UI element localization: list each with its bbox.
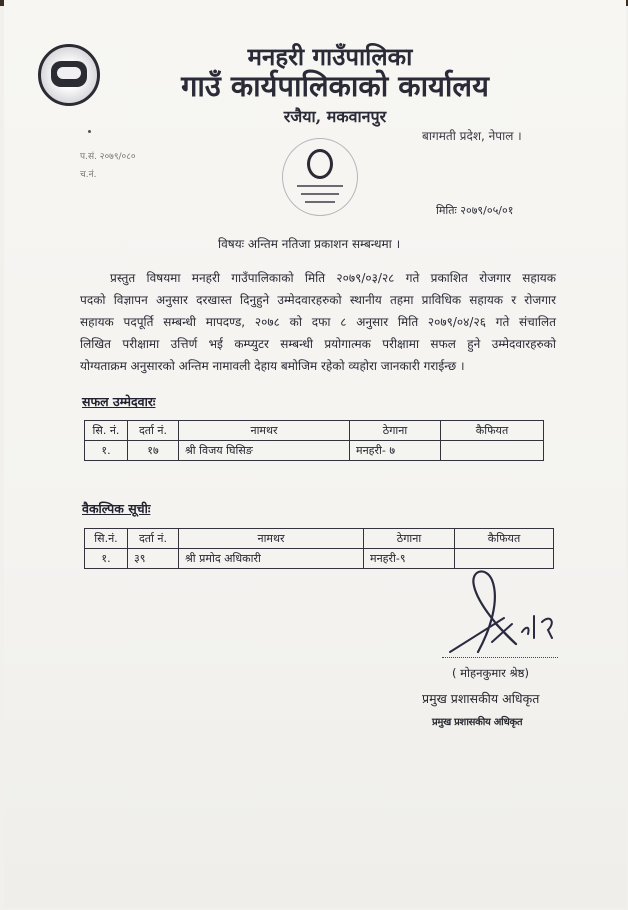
- table-header-row: [85, 529, 554, 549]
- col-remarks: कैफियत: [441, 421, 544, 441]
- handwritten-signature: [430, 560, 580, 660]
- successful-heading: सफल उम्मेदवारः: [82, 394, 156, 409]
- successful-candidates-table: [84, 420, 544, 461]
- cell-serial: १.: [85, 441, 128, 461]
- cell-address: मनहरी- ७: [350, 441, 441, 461]
- col-address: ठेगाना: [364, 529, 455, 549]
- col-name: नामथर: [179, 529, 364, 549]
- patra-sankhya: प.सं. २०७९/०८०: [80, 152, 136, 162]
- body-line: लिखित परीक्षामा उत्तिर्ण भई कम्प्युटर सम्बन्धी प्रयोगात्मक परीक्षामा सफल हुने उम्मेदवारहरुको: [80, 337, 556, 351]
- col-registration: दर्ता नं.: [128, 421, 179, 441]
- body-line: पदको विज्ञापन अनुसार दरखास्त दिनुहुने उम्मेदवारहरुको स्थानीय तहमा प्राविधिक सहायक र रोजगार: [80, 293, 556, 307]
- col-address: ठेगाना: [350, 421, 441, 441]
- reference-numbers: [80, 148, 136, 184]
- designation-stamp: प्रमुख प्रशासकीय अधिकृत: [432, 717, 523, 728]
- signature-line: [442, 657, 558, 658]
- cell-name: श्री विजय घिसिङ: [179, 441, 350, 461]
- signatory-designation: प्रमुख प्रशासकीय अधिकृत: [422, 691, 540, 706]
- municipality-name: मनहरी गाउँपालिका: [247, 42, 413, 71]
- office-address: रजैया, मकवानपुर: [283, 107, 387, 126]
- body-line: योग्यताक्रम अनुसारको अन्तिम नामावली देहाय बमोजिम रहेको व्यहोरा जानकारी गराईन्छ ।: [80, 359, 465, 373]
- col-remarks: कैफियत: [455, 529, 554, 549]
- chalani-number: च.नं.: [80, 170, 97, 180]
- signatory-name: ( मोहनकुमार श्रेष्ठ): [452, 666, 529, 680]
- letter-body: [80, 267, 556, 377]
- col-registration: दर्ता नं.: [128, 529, 179, 549]
- table-row: [85, 441, 544, 461]
- table-header-row: [85, 421, 544, 441]
- letter-date: मितिः २०७९/०५/०१: [436, 204, 514, 217]
- cell-registration: १७: [128, 441, 179, 461]
- ink-dot: [88, 130, 91, 133]
- office-name: गाउँ कार्यपालिकाको कार्यालय: [181, 69, 489, 103]
- cell-remarks: [441, 441, 544, 461]
- col-name: नामथर: [179, 421, 350, 441]
- letter-subject: विषयः अन्तिम नतिजा प्रकाशन सम्बन्धमा ।: [218, 237, 401, 251]
- col-serial: सि. नं.: [85, 421, 128, 441]
- office-seal-icon: [282, 138, 358, 216]
- body-line: सहायक पदपूर्ति सम्बन्धी मापदण्ड, २०७८ को दफा ८ अनुसार मिति २०७९/०४/२६ गते संचालित: [80, 315, 556, 329]
- col-serial: सि.नं.: [85, 529, 128, 549]
- cell-serial: १.: [85, 549, 128, 569]
- alternate-heading: वैकल्पिक सूचीः: [82, 501, 151, 516]
- body-line: प्रस्तुत विषयमा मनहरी गाउँपालिकाको मिति २०७९/०३/२८ गते प्रकाशित रोजगार सहायक: [110, 271, 556, 285]
- cell-address: मनहरी-९: [364, 549, 455, 569]
- cell-name: श्री प्रमोद अधिकारी: [179, 549, 364, 569]
- province-text: बागमती प्रदेश, नेपाल ।: [422, 129, 522, 143]
- nepal-emblem-icon: [38, 44, 100, 106]
- cell-registration: ३९: [128, 549, 179, 569]
